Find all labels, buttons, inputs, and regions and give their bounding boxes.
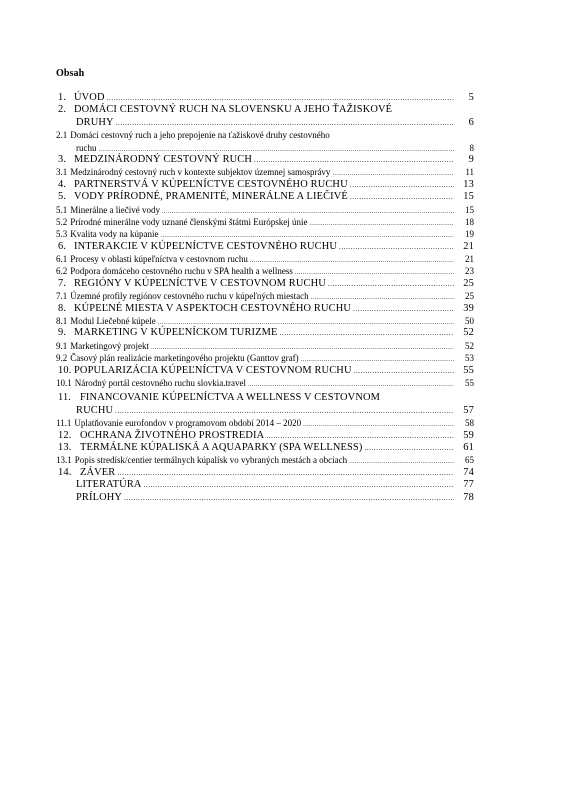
dot-leader — [116, 117, 454, 129]
toc-entry-prilohy[interactable] — [56, 492, 474, 504]
toc-page: 58 — [465, 418, 474, 429]
toc-page: 50 — [465, 316, 474, 327]
toc-number: 2. — [58, 104, 67, 116]
dot-leader — [339, 241, 454, 253]
toc-entry-5-2[interactable] — [56, 216, 474, 228]
toc-title: ZÁVER — [80, 466, 116, 478]
toc-title: VODY PRÍRODNÉ, PRAMENITÉ, MINERÁLNE A LIEČIVÉ — [74, 191, 348, 203]
toc-title: REGIÓNY V KÚPEĽNÍCTVE V CESTOVNOM RUCHU — [74, 277, 326, 289]
toc-page: 55 — [465, 377, 474, 388]
toc-title: PRÍLOHY — [76, 491, 123, 503]
dot-leader — [266, 430, 454, 442]
toc-entry-13[interactable] — [56, 442, 474, 454]
toc-title: Procesy v oblasti kúpeľníctva v cestovnom ruchu — [70, 254, 248, 265]
toc-number: 8. — [58, 302, 67, 314]
toc-entry-9-1[interactable] — [56, 340, 474, 352]
toc-title: MEDZINÁRODNÝ CESTOVNÝ RUCH — [74, 153, 253, 165]
dot-leader — [280, 327, 454, 339]
dot-leader — [144, 479, 454, 491]
toc-page: 13 — [463, 178, 474, 190]
toc-page: 21 — [463, 240, 474, 252]
toc-page: 11 — [465, 167, 474, 178]
toc-entry-7-1[interactable] — [56, 290, 474, 302]
toc-title: Minerálne a liečivé vody — [70, 204, 160, 215]
toc-title: MARKETING V KÚPEĽNÍCKOM TURIZME — [74, 327, 278, 339]
toc-page: 57 — [463, 404, 474, 416]
toc-heading: Obsah — [56, 68, 85, 79]
dot-leader — [328, 278, 454, 290]
toc-title-continuation: ruchu — [76, 142, 97, 153]
toc-entry-2[interactable] — [56, 104, 474, 129]
toc-title: PARTNERSTVÁ V KÚPEĽNÍCTVE CESTOVNÉHO RUCHU — [74, 178, 348, 190]
toc-entry-11[interactable] — [56, 392, 474, 417]
toc-page: 18 — [465, 216, 474, 227]
toc-number: 5.1 — [56, 204, 68, 215]
toc-number: 11. — [58, 392, 72, 404]
toc-page: 55 — [463, 364, 474, 376]
toc-number: 4. — [58, 178, 67, 190]
dot-leader — [107, 92, 454, 104]
toc-entry-4[interactable] — [56, 179, 474, 191]
table-of-contents — [56, 92, 474, 504]
toc-number: 11.1 — [56, 418, 72, 429]
toc-title: Územné profily regiónov cestovného ruchu v kúpeľných miestach — [70, 291, 309, 302]
toc-title: INTERAKCIE V KÚPEĽNÍCTVE CESTOVNÉHO RUCHU — [74, 240, 338, 252]
dot-leader — [124, 492, 454, 504]
toc-title: Uplatňovanie eurofondov v programovom období 2014 – 2020 — [74, 418, 302, 429]
toc-page: 53 — [465, 353, 474, 364]
toc-page: 19 — [465, 229, 474, 240]
toc-page: 52 — [465, 340, 474, 351]
toc-number: 6. — [58, 240, 67, 252]
toc-page: 65 — [465, 455, 474, 466]
toc-page: 21 — [465, 254, 474, 265]
toc-entry-6[interactable] — [56, 241, 474, 253]
toc-number: 9.1 — [56, 340, 68, 351]
toc-number: 1. — [58, 92, 67, 103]
toc-title: Kvalita vody na kúpanie — [70, 229, 159, 240]
toc-title: KÚPEĽNÉ MIESTA V ASPEKTOCH CESTOVNÉHO RUCHU — [74, 302, 352, 314]
toc-number: 9. — [58, 327, 67, 339]
toc-entry-12[interactable] — [56, 430, 474, 442]
toc-number: 3.1 — [56, 167, 68, 178]
toc-page: 15 — [465, 204, 474, 215]
toc-number: 2.1 — [56, 130, 68, 141]
toc-title: Podpora domáceho cestovného ruchu v SPA health a wellness — [70, 266, 293, 277]
toc-number: 10. — [58, 364, 72, 376]
toc-number: 6.2 — [56, 266, 68, 277]
dot-leader — [117, 467, 454, 479]
toc-number: 5. — [58, 191, 67, 203]
toc-title: Medzinárodný cestovný ruch v kontexte subjektov územnej samosprávy — [70, 167, 331, 178]
toc-entry-10-1[interactable] — [56, 377, 474, 389]
toc-number: 3. — [58, 153, 67, 165]
toc-page: 6 — [468, 116, 474, 128]
toc-entry-10[interactable] — [56, 365, 474, 377]
dot-leader — [350, 191, 454, 203]
toc-number: 14. — [58, 466, 72, 478]
toc-entry-11-1[interactable] — [56, 417, 474, 429]
toc-entry-9-2[interactable] — [56, 352, 474, 364]
toc-page: 61 — [463, 441, 474, 453]
toc-entry-5[interactable] — [56, 191, 474, 203]
toc-page: 78 — [463, 491, 474, 503]
toc-page: 59 — [463, 429, 474, 441]
toc-entry-8[interactable] — [56, 303, 474, 315]
toc-number: 8.1 — [56, 316, 68, 327]
toc-title: LITERATÚRA — [76, 479, 142, 491]
toc-title: TERMÁLNE KÚPALISKÁ A AQUAPARKY (SPA WELLNESS) — [80, 441, 363, 453]
toc-entry-6-1[interactable] — [56, 253, 474, 265]
toc-entry-7[interactable] — [56, 278, 474, 290]
toc-number: 6.1 — [56, 254, 68, 265]
toc-number: 7.1 — [56, 291, 68, 302]
dot-leader — [350, 179, 454, 191]
toc-number: 12. — [58, 429, 72, 441]
toc-number: 9.2 — [56, 353, 68, 364]
toc-title: Národný portál cestovného ruchu slovkia.travel — [74, 377, 246, 388]
dot-leader — [364, 442, 454, 454]
toc-title: Domáci cestovný ruch a jeho prepojenie na ťažiskové druhy cestovného — [70, 130, 330, 141]
toc-title: Modul Liečebné kúpele — [70, 316, 156, 327]
toc-title: OCHRANA ŽIVOTNÉHO PROSTREDIA — [80, 429, 265, 441]
dot-leader — [353, 303, 454, 315]
toc-title: POPULARIZÁCIA KÚPEĽNÍCTVA V CESTOVNOM RUCHU — [74, 364, 352, 376]
toc-title: DOMÁCI CESTOVNÝ RUCH NA SLOVENSKU A JEHO ŤAŽISKOVÉ — [74, 104, 393, 116]
toc-number: 5.3 — [56, 229, 68, 240]
dot-leader — [115, 405, 454, 417]
toc-title: Popis stredísk/centier termálnych kúpalísk vo vybraných mestách a obciach — [74, 455, 348, 466]
toc-entry-5-1[interactable] — [56, 204, 474, 216]
toc-page: 8 — [469, 142, 474, 153]
toc-entry-3-1[interactable] — [56, 166, 474, 178]
toc-page: 25 — [465, 291, 474, 302]
toc-entry-8-1[interactable] — [56, 315, 474, 327]
toc-title: Časový plán realizácie marketingového projektu (Ganttov graf) — [70, 353, 299, 364]
toc-entry-13-1[interactable] — [56, 454, 474, 466]
toc-number: 10.1 — [56, 377, 72, 388]
toc-title: FINANCOVANIE KÚPEĽNÍCTVA A WELLNESS V CESTOVNOM — [80, 392, 381, 404]
toc-page: 5 — [468, 92, 474, 103]
dot-leader — [248, 379, 454, 391]
dot-leader — [254, 154, 454, 166]
toc-page: 52 — [463, 327, 474, 339]
toc-entry-5-3[interactable] — [56, 228, 474, 240]
toc-page: 23 — [465, 266, 474, 277]
toc-entry-9[interactable] — [56, 327, 474, 339]
toc-title: Prírodné minerálne vody uznané členskými štátmi Európskej únie — [70, 216, 308, 227]
toc-page: 25 — [463, 277, 474, 289]
toc-title-continuation: DRUHY — [76, 116, 114, 128]
toc-entry-6-2[interactable] — [56, 265, 474, 277]
toc-number: 5.2 — [56, 216, 68, 227]
toc-title-continuation: RUCHU — [76, 404, 114, 416]
toc-page: 9 — [468, 153, 474, 165]
toc-page: 77 — [463, 479, 474, 491]
toc-entry-literatura[interactable] — [56, 479, 474, 491]
toc-entry-3[interactable] — [56, 154, 474, 166]
toc-title: Marketingový projekt — [70, 340, 149, 351]
toc-page: 39 — [463, 302, 474, 314]
toc-number: 13.1 — [56, 455, 72, 466]
toc-entry-2-1[interactable] — [56, 129, 474, 154]
toc-title: ÚVOD — [74, 92, 105, 103]
toc-entry-1[interactable] — [56, 92, 474, 104]
toc-page: 15 — [463, 191, 474, 203]
dot-leader — [354, 365, 454, 377]
toc-page: 74 — [463, 466, 474, 478]
toc-number: 7. — [58, 277, 67, 289]
toc-entry-14[interactable] — [56, 467, 474, 479]
toc-number: 13. — [58, 441, 72, 453]
